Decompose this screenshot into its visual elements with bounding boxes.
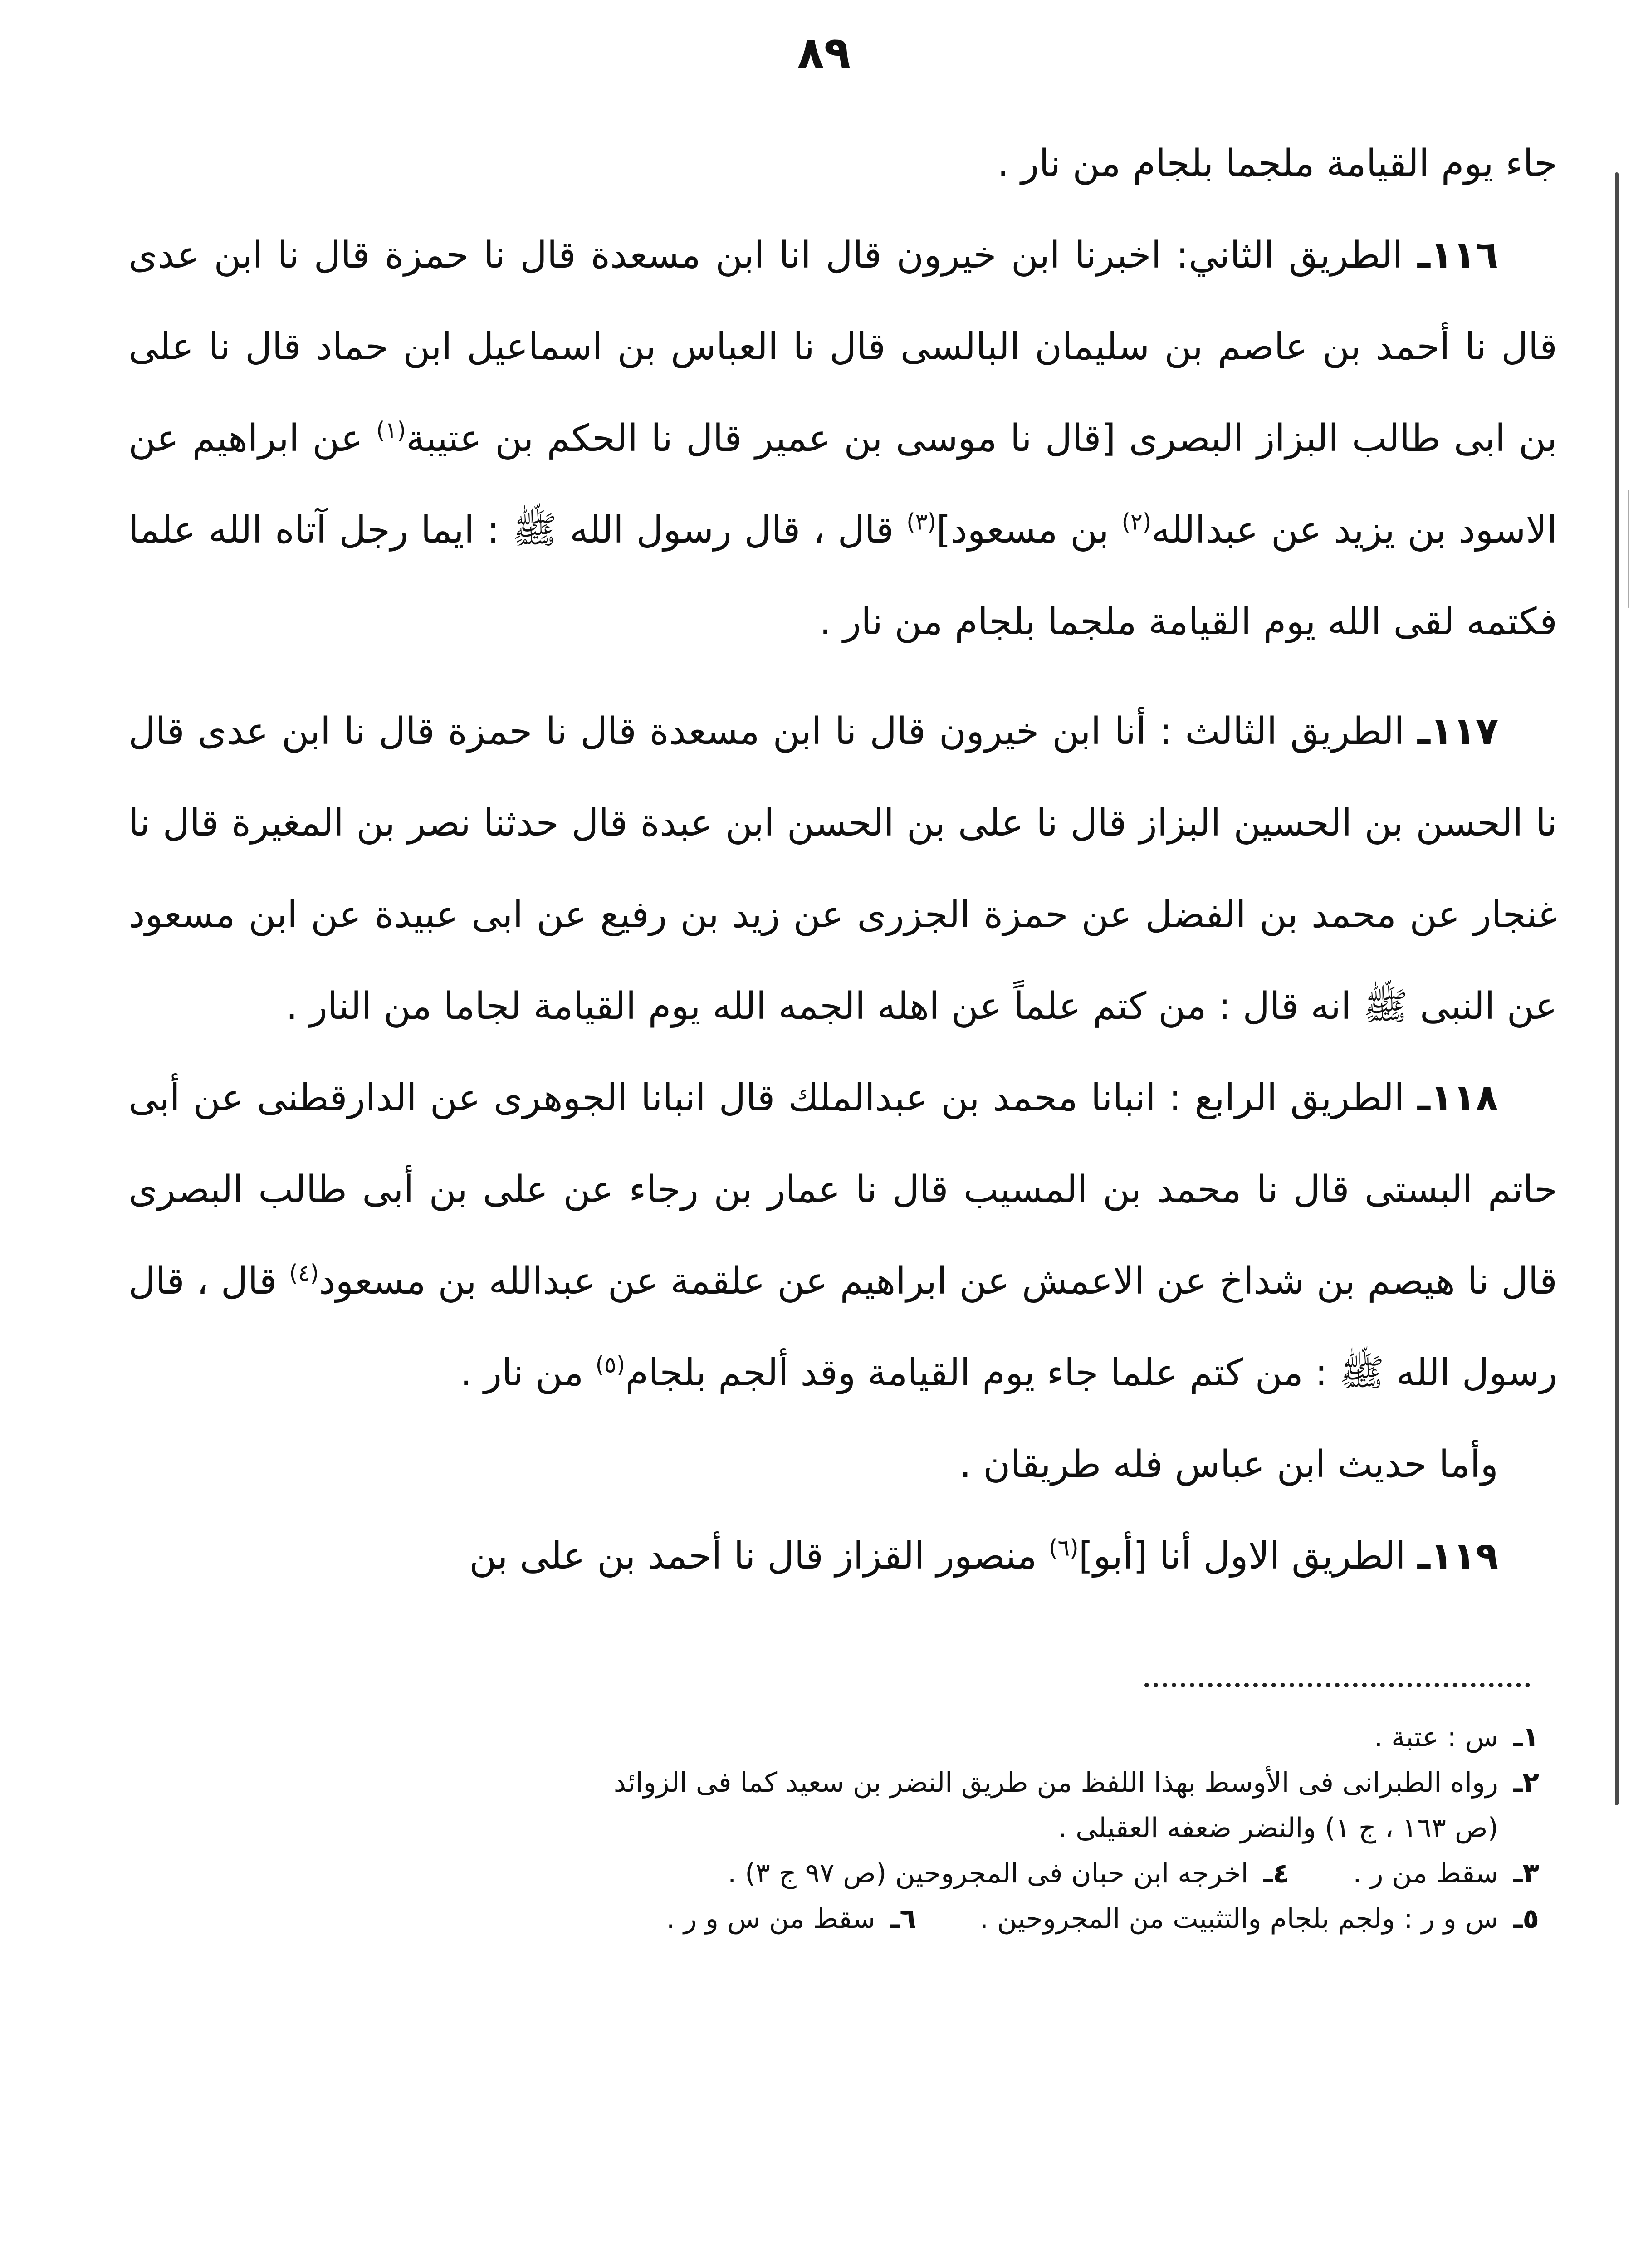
footnote-ref: (٥) xyxy=(595,1351,626,1378)
paragraph-text: وأما حديث ابن عباس فله طريقان . xyxy=(959,1443,1498,1486)
paragraph-118 xyxy=(128,1052,1557,1419)
footnote-number: ٦ـ xyxy=(890,1903,916,1935)
paragraph-text: الطريق الرابع : انبانا محمد بن عبدالملك قال انبانا الجوهرى عن الدارقطنى عن أبى حاتم البستى قال نا محمد بن المسيب قال نا عمار بن رجاء عن على بن أبى طالب البصرى قال نا هيصم بن شداخ عن الاعمش عن ابراهيم عن علقمة عن عبدالله بن مسعود xyxy=(128,1076,1557,1303)
paragraph-text: الطريق الثالث : أنا ابن خيرون قال نا ابن مسعدة قال نا حمزة قال نا ابن عدى قال نا الحسن بن الحسين البزاز قال نا على بن الحسن ابن عبدة قال حدثنا نصر بن المغيرة قال نا غنجار عن محمد بن الفضل عن حمزة الجزرى عن زيد بن رفيع عن ابى عبيدة عن ابن مسعود عن النبى ﷺ انه قال : من كتم علماً عن اهله الجمه الله يوم القيامة لجاما من النار . xyxy=(128,710,1557,1028)
footnote-row-5-6 xyxy=(110,1896,1539,1941)
paragraph-text: عن ابراهيم عن الاسود بن يزيد عن عبدالله xyxy=(128,417,1558,552)
scan-edge-mark xyxy=(1615,172,1619,1805)
footnote-text: اخرجه ابن حبان فى المجروحين (ص ٩٧ ج ٣) . xyxy=(728,1857,1249,1889)
footnote-number: ٣ـ xyxy=(1513,1857,1539,1889)
footnote-2 xyxy=(110,1760,1539,1851)
footnote-row-3-4 xyxy=(110,1851,1539,1896)
footnote-text: س : عتبة . xyxy=(1374,1721,1498,1753)
footnote-ref: (٤) xyxy=(289,1260,319,1286)
footnote-text: سقط من س و ر . xyxy=(666,1903,875,1935)
footnote-text: س و ر : ولجم بلجام والتثبيت من المجروحين . xyxy=(979,1903,1498,1935)
paragraph-ibn-abbas xyxy=(128,1419,1557,1510)
footnote-text: رواه الطبرانى فى الأوسط بهذا اللفظ من طريق النضر بن سعيد كما فى الزوائد xyxy=(613,1767,1498,1799)
footnote-5 xyxy=(980,1896,1539,1941)
footnote-text-continued: (ص ١٦٣ ، ج ١) والنضر ضعفه العقيلى . xyxy=(1058,1812,1498,1844)
paragraph-text: منصور القزاز قال نا أحمد بن على بن xyxy=(469,1535,1049,1578)
footnote-4 xyxy=(728,1851,1289,1896)
footnote-number: ٤ـ xyxy=(1263,1857,1290,1889)
footnote-ref: (٣) xyxy=(906,508,937,535)
paragraph-116 xyxy=(128,210,1557,668)
footnote-ref: (١) xyxy=(376,417,406,444)
footnote-ref: (٢) xyxy=(1121,508,1152,535)
hadith-number: ١١٦ـ xyxy=(1417,234,1498,277)
footnote-number: ١ـ xyxy=(1513,1721,1539,1753)
paragraph-continuation xyxy=(128,118,1557,210)
paragraph-text: قال ، قال رسول الله ﷺ : ايما رجل آتاه الله علما فكتمه لقى الله يوم القيامة ملجما بلجام من نار . xyxy=(128,508,1557,643)
paragraph-text: بن مسعود] xyxy=(936,508,1122,552)
footnote-separator xyxy=(1144,1683,1530,1687)
footnote-1 xyxy=(110,1715,1539,1760)
footnote-number: ٢ـ xyxy=(1513,1767,1539,1799)
footnote-ref: (٦) xyxy=(1048,1535,1079,1561)
footnote-text: سقط من ر . xyxy=(1353,1857,1498,1889)
hadith-number: ١١٧ـ xyxy=(1417,710,1498,753)
footnote-3 xyxy=(1353,1851,1539,1896)
paragraph-text: من نار . xyxy=(460,1351,596,1394)
paragraph-text: الطريق الثاني: اخبرنا ابن خيرون قال انا ابن مسعدة قال نا حمزة قال نا ابن عدى قال نا أحمد بن عاصم بن سليمان البالسى قال نا العباس بن اسماعيل ابن حماد قال نا على بن ابى طالب البزاز البصرى [قال نا موسى بن عمير قال نا الحكم بن عتيبة xyxy=(128,234,1557,460)
page-number: ٨٩ xyxy=(797,27,851,78)
hadith-number: ١١٩ـ xyxy=(1417,1535,1498,1578)
footnotes xyxy=(110,1715,1539,1941)
footnote-6 xyxy=(666,1896,916,1941)
paragraph-text: جاء يوم القيامة ملجما بلجام من نار . xyxy=(997,142,1557,185)
scan-edge-mark-small xyxy=(1628,490,1629,608)
hadith-number: ١١٨ـ xyxy=(1417,1076,1498,1119)
paragraph-text: قال ، قال رسول الله ﷺ : من كتم علما جاء يوم القيامة وقد ألجم بلجام xyxy=(128,1260,1557,1394)
footnote-number: ٥ـ xyxy=(1513,1903,1539,1935)
main-text xyxy=(128,118,1557,1602)
paragraph-text: الطريق الاول أنا [أبو] xyxy=(1078,1535,1418,1578)
paragraph-119 xyxy=(128,1510,1557,1602)
paragraph-117 xyxy=(128,686,1557,1052)
